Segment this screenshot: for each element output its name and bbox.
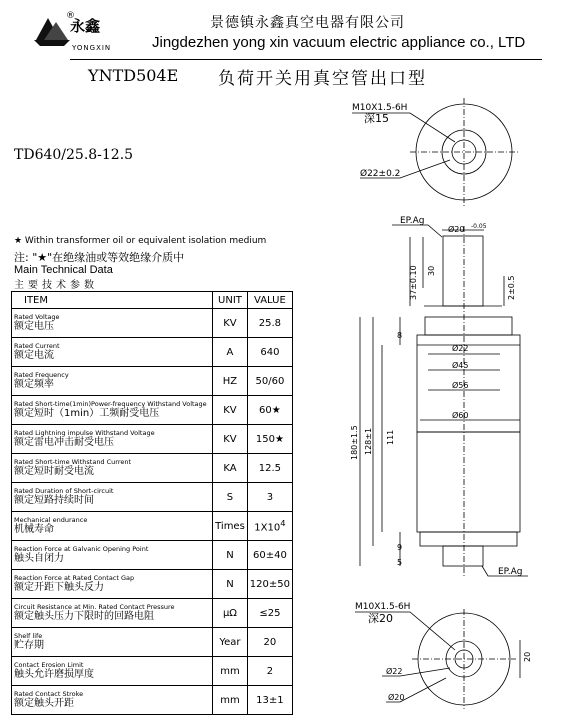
lower-flange [420,532,517,546]
row-item-cn: 额定雷电冲击耐受电压 [14,437,114,448]
row-item-en: Shelf life [14,632,43,640]
row-unit: HZ [213,367,248,396]
main-data-title-cn: 主要技术参数 [14,280,98,291]
dim-phi60-label: Ø60 [452,411,469,420]
row-value-text: 640 [260,346,280,358]
row-value-text: 12.5 [258,462,282,474]
row-item-en: Mechanical endurance [14,516,88,524]
company-name-en: Jingdezhen yong xin vacuum electric appliance co., LTD [152,34,526,51]
lower-ceramic [417,432,520,532]
header-unit: UNIT [213,292,248,309]
row-unit: mm [213,686,248,715]
tube-code: TD640/25.8-12.5 [14,147,134,163]
header-value: VALUE [247,292,292,309]
main-data-title-en: Main Technical Data [14,264,113,276]
bottom-dia20-label: Ø20 [388,693,405,702]
row-value-exponent: 4 [280,518,286,529]
dim-111-label: 111 [386,429,395,445]
row-unit: N [213,570,248,599]
row-value-text: 25.8 [258,317,282,329]
dim-128-label: 128±1 [364,427,373,455]
row-unit: mm [213,657,248,686]
row-item-cn: 触头自闭力 [14,553,64,564]
stem-dia-label: Ø20 [448,225,465,234]
row-value-text: 50/60 [255,375,285,387]
row-item-en: Rated Frequency [14,371,69,379]
row-unit: A [213,338,248,367]
row-item-en: Reaction Force at Galvanic Opening Point [14,545,149,553]
dim-5-label: 5 [397,558,403,567]
row-value-text: ≤25 [259,607,281,619]
row-value-text: 120±50 [249,578,290,590]
dim-2-label: 2±0.5 [507,275,516,300]
top-view-outer-circle [416,104,512,200]
dim-phi56-label: Ø56 [452,381,469,390]
dim-8-label: 8 [397,331,403,340]
row-item-en: Rated Short-time Withstand Current [14,458,132,466]
row-unit: Year [213,628,248,657]
top-depth-label: 深15 [364,112,389,125]
top-dia-label: Ø22±0.2 [360,169,401,179]
lower-stem [443,546,483,566]
row-item-cn: 额定触头压力下限时的回路电阻 [14,611,154,622]
header-item: ITEM [12,292,213,309]
row-item-en: Rated Lightning impulse Withstand Voltage [14,429,155,437]
note-cn: 注: "★"在绝缘油或等效绝缘介质中 [14,251,185,264]
bottom-thread-label: M10X1.5-6H [355,602,411,612]
row-unit: N [213,541,248,570]
row-item-en: Rated Contact Stroke [14,690,84,698]
row-value-text: 1X10 [254,522,281,534]
row-unit: KA [213,454,248,483]
row-item-cn: 额定短时耐受电流 [14,466,94,477]
upper-stem [443,236,483,306]
row-item-cn: 额定短时（1min）工频耐受电压 [14,408,160,419]
row-unit: KV [213,396,248,425]
row-value-text: 150★ [255,433,284,445]
row-value-text: 13±1 [256,694,284,706]
row-item-en: Reaction Force at Rated Contact Gap [14,574,135,582]
ep-top-label: EP.Ag [400,216,425,226]
row-item-en: Rated Current [14,342,60,350]
bottom-depth-label: 深20 [368,612,393,625]
top-thread-label: M10X1.5-6H [352,103,408,113]
row-value-text: 20 [263,636,277,648]
row-item-en: Rated Short-time(1min)Power-frequency Withstand Voltage [14,400,207,408]
row-value-text: 2 [266,665,274,677]
row-item-cn: 额定电压 [14,321,54,332]
dim-phi45-label: Ø45 [452,361,469,370]
model-number: YNTD504E [88,66,179,85]
row-unit: S [213,483,248,512]
dim-9-label: 9 [397,543,403,552]
row-value-text: 3 [266,491,274,503]
upper-ceramic [417,335,520,432]
dim-37-label: 37±0.10 [409,265,418,300]
row-unit: KV [213,309,248,338]
row-item-cn: 额定短路持续时间 [14,495,94,506]
company-name-cn: 景德镇永鑫真空电器有限公司 [210,15,405,31]
row-item-cn: 额定电流 [14,350,54,361]
dim-180-label: 180±1.5 [350,425,359,460]
bottom-dim20-label: 20 [523,651,532,662]
row-value-text: 60±40 [252,549,287,561]
ep-bottom-label: EP.Ag [498,567,523,577]
row-unit: Times [213,512,248,541]
row-unit: KV [213,425,248,454]
row-item-en: Circuit Resistance at Min. Rated Contact Pressure [14,603,175,611]
row-item-cn: 贮存期 [14,640,44,651]
row-item-cn: 触头允许磨损厚度 [14,669,94,680]
row-unit: μΩ [213,599,248,628]
logo-text: YONGXIN [72,44,112,52]
bottom-dia22-label: Ø22 [386,667,403,676]
dim-30-label: 30 [427,265,436,276]
row-item-cn: 额定触头开距 [14,698,74,709]
upper-flange [425,317,512,335]
stem-tol-label: -0.05 [471,223,487,230]
row-item-en: Contact Erosion Limit [14,661,84,669]
row-item-cn: 额定开距下触头反力 [14,582,104,593]
logo-cn: 永鑫 [70,17,101,35]
row-item-cn: 机械寿命 [14,524,54,535]
note-en: ★ Within transformer oil or equivalent isolation medium [14,236,267,246]
dim-phi22-label: Ø22 [452,344,469,353]
row-value-text: 60★ [259,404,281,416]
row-item-en: Rated Voltage [14,313,60,321]
document-title: 负荷开关用真空管出口型 [218,69,427,89]
row-item-cn: 额定频率 [14,379,54,390]
row-item-en: Rated Duration of Short-circuit [14,487,114,495]
logo-mark: ® [66,11,75,21]
